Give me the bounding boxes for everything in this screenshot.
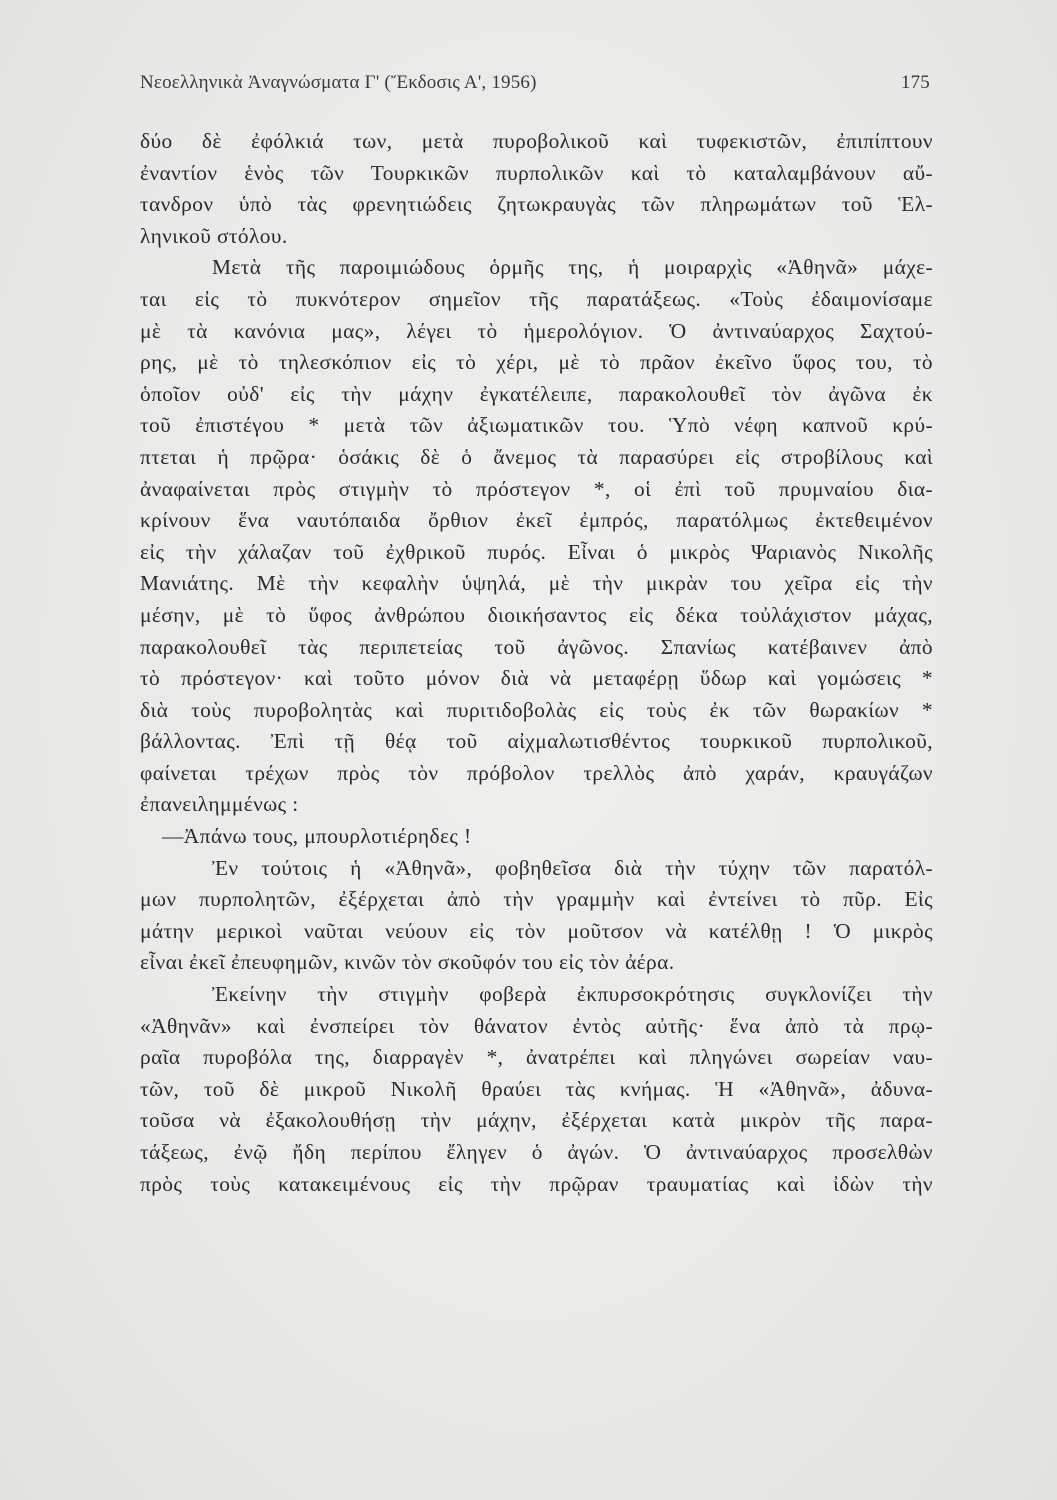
text-line: τὸ πρόστεγον· καὶ τοῦτο μόνον διὰ νὰ μεταφέρῃ ὕδωρ καὶ γομώσεις * [140, 666, 933, 691]
text-line: ὁποῖον οὐδ' εἰς τὴν μάχην ἐγκατέλειπε, παρακολουθεῖ τὸν ἀγῶνα ἐκ [140, 381, 933, 406]
text-line: μάτην μερικοὶ ναῦται νεύουν εἰς τὸν μοῦτσον νὰ κατέλθῃ ! Ὁ μικρὸς [140, 918, 933, 943]
text-line: τῶν, τοῦ δὲ μικροῦ Νικολῆ θραύει τὰς κνήμας. Ἡ «Ἀθηνᾶ», ἀδυνα- [140, 1076, 933, 1101]
text-line: ληνικοῦ στόλου. [140, 223, 288, 248]
text-line: πρὸς τοὺς κατακειμένους εἰς τὴν πρῷραν τραυματίας καὶ ἰδὼν τὴν [140, 1171, 933, 1196]
text-line: εἰς τὴν χάλαζαν τοῦ ἐχθρικοῦ πυρός. Εἶναι ὁ μικρὸς Ψαριανὸς Νικολῆς [140, 539, 933, 564]
text-line: ἐναντίον ἑνὸς τῶν Τουρκικῶν πυρπολικῶν καὶ τὸ καταλαμβάνουν αὔ- [140, 160, 933, 185]
text-line: «Ἀθηνᾶν» καὶ ἐνσπείρει τὸν θάνατον ἐντὸς αὐτῆς· ἕνα ἀπὸ τὰ πρῳ- [140, 1013, 933, 1038]
text-line: εἶναι ἐκεῖ ἐπευφημῶν, κινῶν τὸν σκοῦφόν του εἰς τὸν ἀέρα. [140, 950, 675, 975]
text-line: μων πυρπολητῶν, ἐξέρχεται ἀπὸ τὴν γραμμὴν καὶ ἐντείνει τὸ πῦρ. Εἰς [140, 887, 933, 912]
text-line: τάξεως, ἐνῷ ἤδη περίπου ἔληγεν ὁ ἀγών. Ὁ ἀντιναύαρχος προσελθὼν [140, 1140, 933, 1164]
text-line: μὲ τὰ κανόνια μας», λέγει τὸ ἡμερολόγιον. Ὁ ἀντιναύαρχος Σαχτού- [140, 318, 933, 343]
text-line: δύο δὲ ἐφόλκιά των, μετὰ πυροβολικοῦ καὶ τυφεκιστῶν, ἐπιπίπτουν [140, 129, 933, 153]
text-line: πτεται ἡ πρῷρα· ὁσάκις δὲ ὁ ἄνεμος τὰ παρασύρει εἰς στροβίλους καὶ [140, 444, 933, 469]
text-line: διὰ τοὺς πυροβολητὰς καὶ πυριτιδοβολὰς εἰς τοὺς ἐκ τῶν θωρακίων * [140, 697, 933, 722]
body-text [140, 126, 933, 1200]
text-line: παρακολουθεῖ τὰς περιπετείας τοῦ ἀγῶνος. Σπανίως κατέβαινεν ἀπὸ [140, 634, 933, 659]
page-number: 175 [900, 72, 930, 93]
text-line: τοῦ ἐπιστέγου * μετὰ τῶν ἀξιωματικῶν του. Ὑπὸ νέφη καπνοῦ κρύ- [140, 413, 933, 438]
text-line: τοῦσα νὰ ἐξακολουθήσῃ τὴν μάχην, ἐξέρχεται κατὰ μικρὸν τῆς παρα- [140, 1108, 933, 1133]
text-line: Μανιάτης. Μὲ τὴν κεφαλὴν ὑψηλά, μὲ τὴν μικρὰν του χεῖρα εἰς τὴν [140, 571, 933, 596]
text-line: μέσην, μὲ τὸ ὕφος ἀνθρώπου διοικήσαντος εἰς δέκα τοὐλάχιστον μάχας, [140, 602, 933, 627]
running-title: Νεοελληνικὰ Ἀναγνώσματα Γ' (Ἔκδοσις Α', 1956) [140, 72, 537, 93]
text-line: ἐπανειλημμένως : [140, 792, 299, 817]
dialogue-line: —Ἀπάνω τους, μπουρλοτιέρηδες ! [162, 824, 472, 849]
text-line: Ἐκείνην τὴν στιγμὴν φοβερὰ ἐκπυρσοκρότησις συγκλονίζει τὴν [212, 982, 933, 1007]
running-header [140, 72, 930, 102]
text-line: Μετὰ τῆς παροιμιώδους ὁρμῆς της, ἡ μοιραρχὶς «Ἀθηνᾶ» μάχε- [212, 255, 933, 280]
text-line: ρης, μὲ τὸ τηλεσκόπιον εἰς τὸ χέρι, μὲ τὸ πρᾶον ἐκεῖνο ὕφος του, τὸ [140, 350, 933, 375]
text-line: Ἐν τούτοις ἡ «Ἀθηνᾶ», φοβηθεῖσα διὰ τὴν τύχην τῶν παρατόλ- [212, 855, 933, 880]
text-line: ται εἰς τὸ πυκνότερον σημεῖον τῆς παρατάξεως. «Τοὺς ἐδαιμονίσαμε [140, 286, 933, 311]
text-line: τανδρον ὑπὸ τὰς φρενητιώδεις ζητωκραυγὰς τῶν πληρωμάτων τοῦ Ἑλ- [140, 192, 933, 217]
text-line: ραῖα πυροβόλα της, διαρραγὲν *, ἀνατρέπει καὶ πληγώνει σωρείαν ναυ- [140, 1045, 933, 1070]
text-line: βάλλοντας. Ἐπὶ τῇ θέᾳ τοῦ αἰχμαλωτισθέντος τουρκικοῦ πυρπολικοῦ, [140, 729, 933, 754]
text-line: κρίνουν ἕνα ναυτόπαιδα ὄρθιον ἐκεῖ ἐμπρός, παρατόλμως ἐκτεθειμένον [140, 508, 933, 533]
text-line: φαίνεται τρέχων πρὸς τὸν πρόβολον τρελλὸς ἀπὸ χαράν, κραυγάζων [140, 760, 933, 785]
text-line: ἀναφαίνεται πρὸς στιγμὴν τὸ πρόστεγον *, οἱ ἐπὶ τοῦ πρυμναίου δια- [140, 476, 933, 501]
